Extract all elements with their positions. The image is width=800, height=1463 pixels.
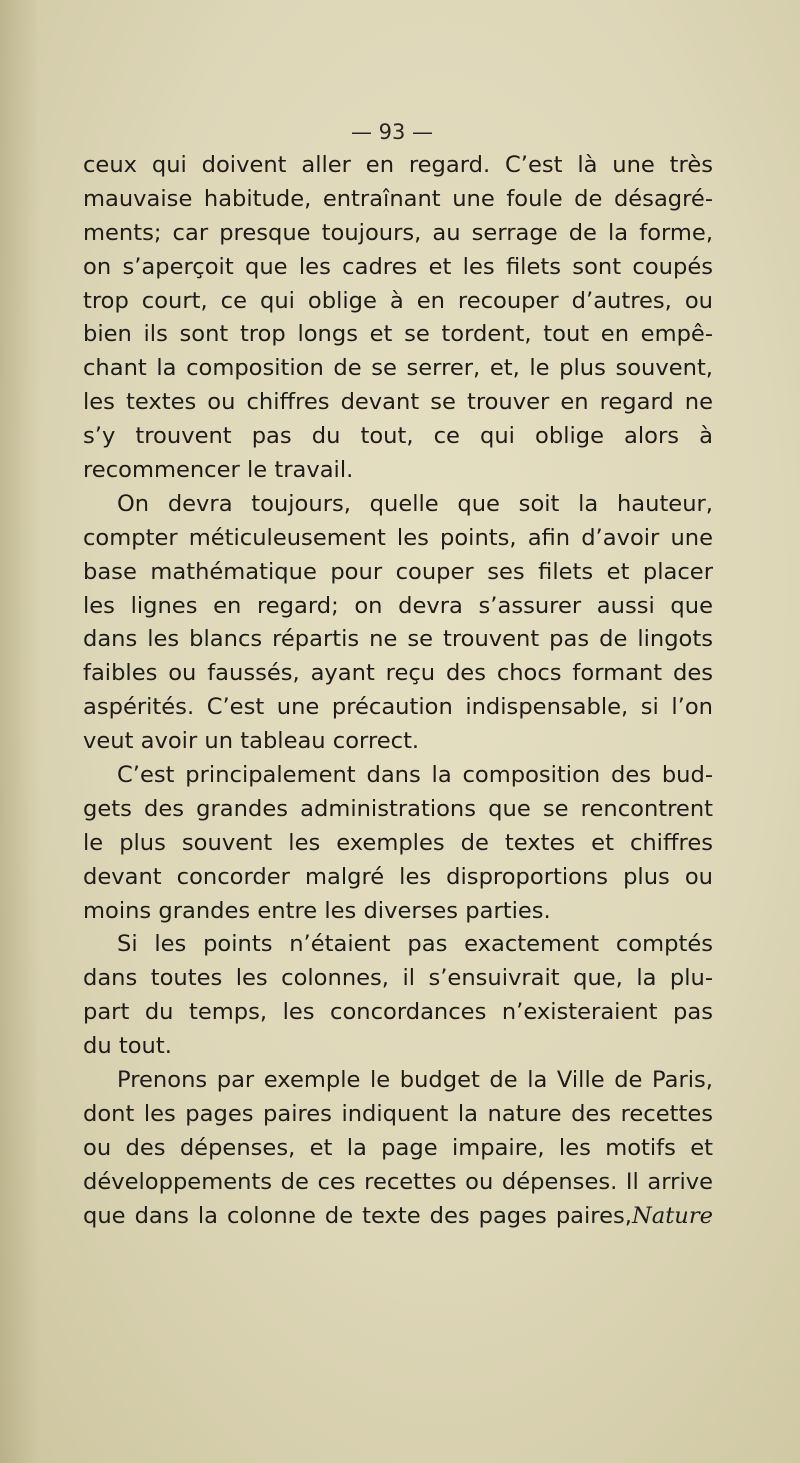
paragraph-start-line: On devra toujours, quelle que soit la hauteur, [117,490,713,517]
text-line: part du temps, les concordances n’existeraient pas [83,999,713,1026]
text-line: gets des grandes administrations que se rencontrent [83,795,713,822]
text-line: on s’aperçoit que les cadres et les filets sont coupés [83,253,713,280]
text-line: dans toutes les colonnes, il s’ensuivrait que, la plu- [83,965,713,992]
text-line: chant la composition de se serrer, et, le plus souvent, [83,355,713,382]
text-line: aspérités. C’est une précaution indispensable, si l’on [83,694,713,721]
text-line: base mathématique pour couper ses filets et placer [83,558,713,585]
paragraph-start-line: Prenons par exemple le budget de la Ville de Paris, [117,1067,713,1094]
paragraph-start-line: C’est principalement dans la composition des bud- [117,762,713,789]
text-line: bien ils sont trop longs et se tordent, tout en empê- [83,321,713,348]
paragraph-end-line: du tout. [83,1033,172,1060]
paragraph-end-line: recommencer le travail. [83,457,354,484]
text-line: les lignes en regard; on devra s’assurer aussi que [83,592,713,619]
paragraph-end-line: moins grandes entre les diverses parties. [83,897,551,924]
text-line: développements de ces recettes ou dépenses. Il arrive [83,1168,713,1195]
text-line: dont les pages paires indiquent la nature des recettes [83,1100,713,1127]
paragraph-end-line: veut avoir un tableau correct. [83,728,420,755]
text-line: ceux qui doivent aller en regard. C’est là une très [83,152,713,178]
text-line: le plus souvent les exemples de textes et chiffres [83,829,713,856]
paragraph-start-line: Si les points n’étaient pas exactement comptés [117,931,713,958]
text-line: ments; car presque toujours, au serrage de la forme, [83,219,713,246]
text-line: faibles ou faussés, ayant reçu des chocs formant des [83,660,713,687]
text-line: trop court, ce qui oblige à en recouper d’autres, ou [83,287,713,314]
text-line: s’y trouvent pas du tout, ce qui oblige alors à [83,423,713,450]
body-text [83,149,713,1234]
text-line: ou des dépenses, et la page impaire, les motifs et [83,1134,713,1161]
final-line-roman: que dans la colonne de texte des pages paires, [83,1202,632,1229]
page-edge-shadow [0,0,40,1463]
text-line: compter méticuleusement les points, afin d’avoir une [83,524,713,551]
text-line: dans les blancs répartis ne se trouvent pas de lingots [83,626,713,653]
text-line: les textes ou chiffres devant se trouver en regard ne [83,389,713,416]
italic-word: Nature [631,1202,713,1229]
page-number: — 93 — [350,120,434,144]
text-line: mauvaise habitude, entraînant une foule de désagré- [83,185,713,212]
text-line: devant concorder malgré les disproportions plus ou [83,863,713,890]
final-text-line [83,1200,713,1234]
